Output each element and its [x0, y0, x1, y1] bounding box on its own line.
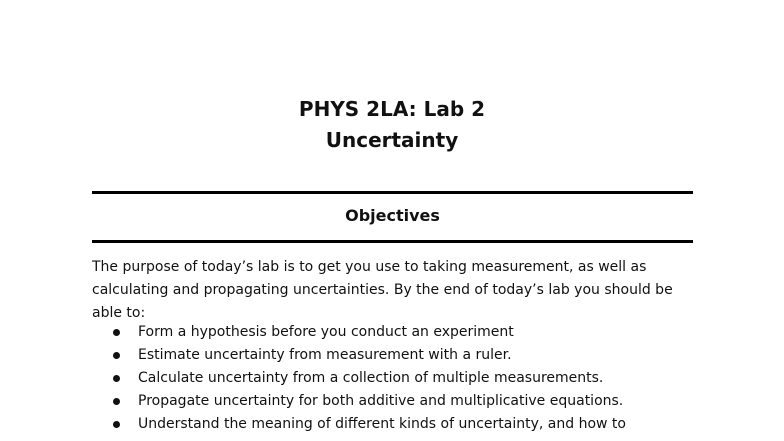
list-item-text: Form a hypothesis before you conduct an experiment — [138, 324, 514, 340]
intro-line: calculating and propagating uncertainties. By the end of today’s lab you should be — [92, 282, 673, 298]
top-divider — [92, 191, 693, 194]
objectives-heading: Objectives — [345, 206, 440, 225]
bullet-icon — [113, 352, 120, 359]
list-item-text: Propagate uncertainty for both additive and multiplicative equations. — [138, 393, 624, 409]
list-item — [0, 413, 784, 436]
list-item — [0, 367, 784, 390]
list-item — [0, 321, 784, 344]
list-item — [0, 344, 784, 367]
document-subtitle: Uncertainty — [325, 128, 459, 152]
bullet-icon — [113, 375, 120, 382]
intro-line: able to: — [92, 305, 146, 321]
bullet-icon — [113, 421, 120, 428]
list-item-text: Understand the meaning of different kinds of uncertainty, and how to — [138, 416, 626, 432]
list-item-text: Estimate uncertainty from measurement with a ruler. — [138, 347, 512, 363]
list-item — [0, 390, 784, 413]
intro-line: The purpose of today’s lab is to get you use to taking measurement, as well as — [92, 259, 647, 275]
bottom-divider — [92, 240, 693, 243]
list-item-text: Calculate uncertainty from a collection of multiple measurements. — [138, 370, 604, 386]
document-title: PHYS 2LA: Lab 2 — [298, 97, 486, 121]
objectives-list — [0, 321, 784, 436]
bullet-icon — [113, 398, 120, 405]
intro-paragraph — [92, 256, 697, 325]
bullet-icon — [113, 329, 120, 336]
